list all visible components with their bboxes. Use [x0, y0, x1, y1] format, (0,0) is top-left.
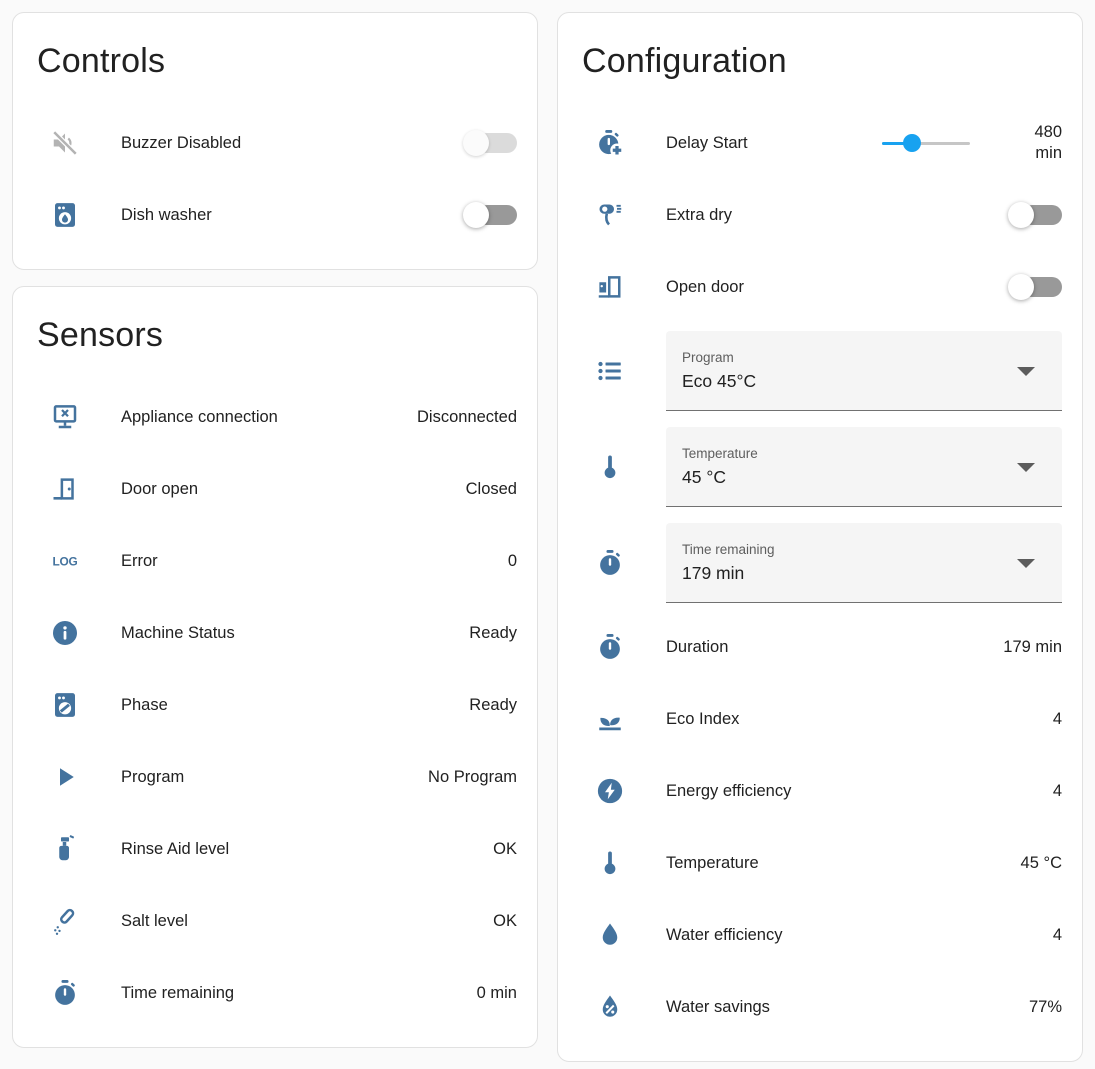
door-icon — [49, 473, 81, 505]
sensor-label: Rinse Aid level — [121, 839, 230, 858]
volume-off-icon — [49, 127, 81, 159]
hair-dryer-icon — [594, 199, 626, 231]
washing-machine-icon — [49, 689, 81, 721]
sensor-row-time-remaining[interactable] — [37, 957, 517, 1029]
config-label: Eco Index — [666, 709, 740, 728]
config-row-extra-dry — [582, 179, 1062, 251]
control-row-buzzer — [37, 107, 517, 179]
select-value: Eco 45°C — [682, 370, 757, 391]
timer-icon — [594, 631, 626, 663]
config-value: 4 — [1052, 709, 1062, 728]
control-label: Buzzer Disabled — [121, 133, 242, 152]
extra-dry-toggle[interactable] — [1008, 202, 1062, 228]
select-label: Time remaining — [682, 541, 775, 557]
sensor-value: Ready — [469, 623, 517, 642]
sensors-card — [12, 286, 538, 1048]
config-label: Duration — [666, 637, 729, 656]
control-row-dishwasher — [37, 179, 517, 251]
timer-plus-icon — [594, 127, 626, 159]
select-value: 45 °C — [682, 466, 726, 487]
temperature-select[interactable] — [666, 427, 1062, 507]
control-label: Dish washer — [121, 205, 212, 224]
dish-washer-toggle[interactable] — [463, 202, 517, 228]
configuration-card — [557, 12, 1083, 1062]
water-percent-icon — [594, 991, 626, 1023]
delay-start-slider[interactable] — [882, 133, 970, 153]
flash-circle-icon — [594, 775, 626, 807]
sensor-label: Phase — [121, 695, 168, 714]
config-value: 4 — [1052, 781, 1062, 800]
left-column — [12, 12, 538, 1048]
select-value: 179 min — [682, 562, 745, 583]
chevron-down-icon — [1017, 463, 1035, 472]
config-label: Water savings — [666, 997, 770, 1016]
config-value: 4 — [1052, 925, 1062, 944]
controls-card — [12, 12, 538, 270]
config-row-temperature[interactable] — [582, 827, 1062, 899]
program-select[interactable] — [666, 331, 1062, 411]
play-icon — [49, 761, 81, 793]
slider-thumb[interactable] — [903, 134, 921, 152]
config-select-program-row — [582, 323, 1062, 419]
sensor-row-salt[interactable] — [37, 885, 517, 957]
svg-text:LOG: LOG — [52, 554, 78, 569]
config-row-water-efficiency[interactable] — [582, 899, 1062, 971]
delay-start-value: 480 min — [1034, 123, 1062, 162]
timer-icon — [49, 977, 81, 1009]
sensor-value: OK — [493, 911, 517, 930]
sensor-value: 0 min — [476, 983, 517, 1002]
sensor-label: Time remaining — [121, 983, 235, 1002]
controls-card-title: Controls — [37, 42, 166, 80]
sensor-label: Machine Status — [121, 623, 235, 642]
timer-icon — [594, 547, 626, 579]
select-label: Temperature — [682, 445, 758, 461]
open-door-toggle[interactable] — [1008, 274, 1062, 300]
sensor-row-door-open[interactable] — [37, 453, 517, 525]
config-value: 77% — [1028, 997, 1062, 1016]
config-value: 45 °C — [1020, 853, 1062, 872]
time-remaining-select[interactable] — [666, 523, 1062, 603]
sensor-value: Disconnected — [417, 407, 517, 426]
config-row-duration[interactable] — [582, 611, 1062, 683]
config-select-time-remaining-row — [582, 515, 1062, 611]
config-row-eco-index[interactable] — [582, 683, 1062, 755]
sensor-value: No Program — [428, 767, 517, 786]
config-row-open-door — [582, 251, 1062, 323]
information-icon — [49, 617, 81, 649]
dishwasher-icon — [49, 199, 81, 231]
sensor-row-appliance-connection[interactable] — [37, 381, 517, 453]
config-label: Open door — [666, 277, 744, 296]
monitor-x-icon — [49, 401, 81, 433]
config-row-energy-efficiency[interactable] — [582, 755, 1062, 827]
sensors-card-title: Sensors — [37, 316, 164, 354]
select-label: Program — [682, 349, 734, 365]
format-list-bulleted-icon — [594, 355, 626, 387]
sensor-row-rinse-aid[interactable] — [37, 813, 517, 885]
salt-shaker-icon — [49, 905, 81, 937]
config-label: Energy efficiency — [666, 781, 792, 800]
config-value: 179 min — [1003, 637, 1062, 656]
buzzer-disabled-toggle[interactable] — [463, 130, 517, 156]
config-label: Temperature — [666, 853, 759, 872]
right-column — [557, 12, 1083, 1062]
chevron-down-icon — [1017, 559, 1035, 568]
sensor-value: 0 — [507, 551, 517, 570]
sensor-label: Appliance connection — [121, 407, 278, 426]
sensor-row-error[interactable] — [37, 525, 517, 597]
sprout-icon — [594, 703, 626, 735]
sensor-label: Error — [121, 551, 158, 570]
thermometer-icon — [594, 451, 626, 483]
config-label: Water efficiency — [666, 925, 783, 944]
configuration-card-title: Configuration — [582, 42, 787, 80]
config-row-water-savings[interactable] — [582, 971, 1062, 1043]
door-open-icon — [594, 271, 626, 303]
spray-bottle-icon — [49, 833, 81, 865]
sensor-row-phase[interactable] — [37, 669, 517, 741]
sensor-label: Door open — [121, 479, 199, 498]
thermometer-icon — [594, 847, 626, 879]
config-label: Delay Start — [666, 133, 748, 152]
sensor-value: OK — [493, 839, 517, 858]
sensor-label: Program — [121, 767, 185, 786]
sensor-row-machine-status[interactable] — [37, 597, 517, 669]
config-row-delay-start — [582, 107, 1062, 179]
sensor-value: Ready — [469, 695, 517, 714]
chevron-down-icon — [1017, 367, 1035, 376]
config-label: Extra dry — [666, 205, 733, 224]
sensor-row-program[interactable] — [37, 741, 517, 813]
water-icon — [594, 919, 626, 951]
sensor-value: Closed — [465, 479, 517, 498]
log-icon — [49, 545, 81, 577]
config-select-temperature-row — [582, 419, 1062, 515]
sensor-label: Salt level — [121, 911, 188, 930]
